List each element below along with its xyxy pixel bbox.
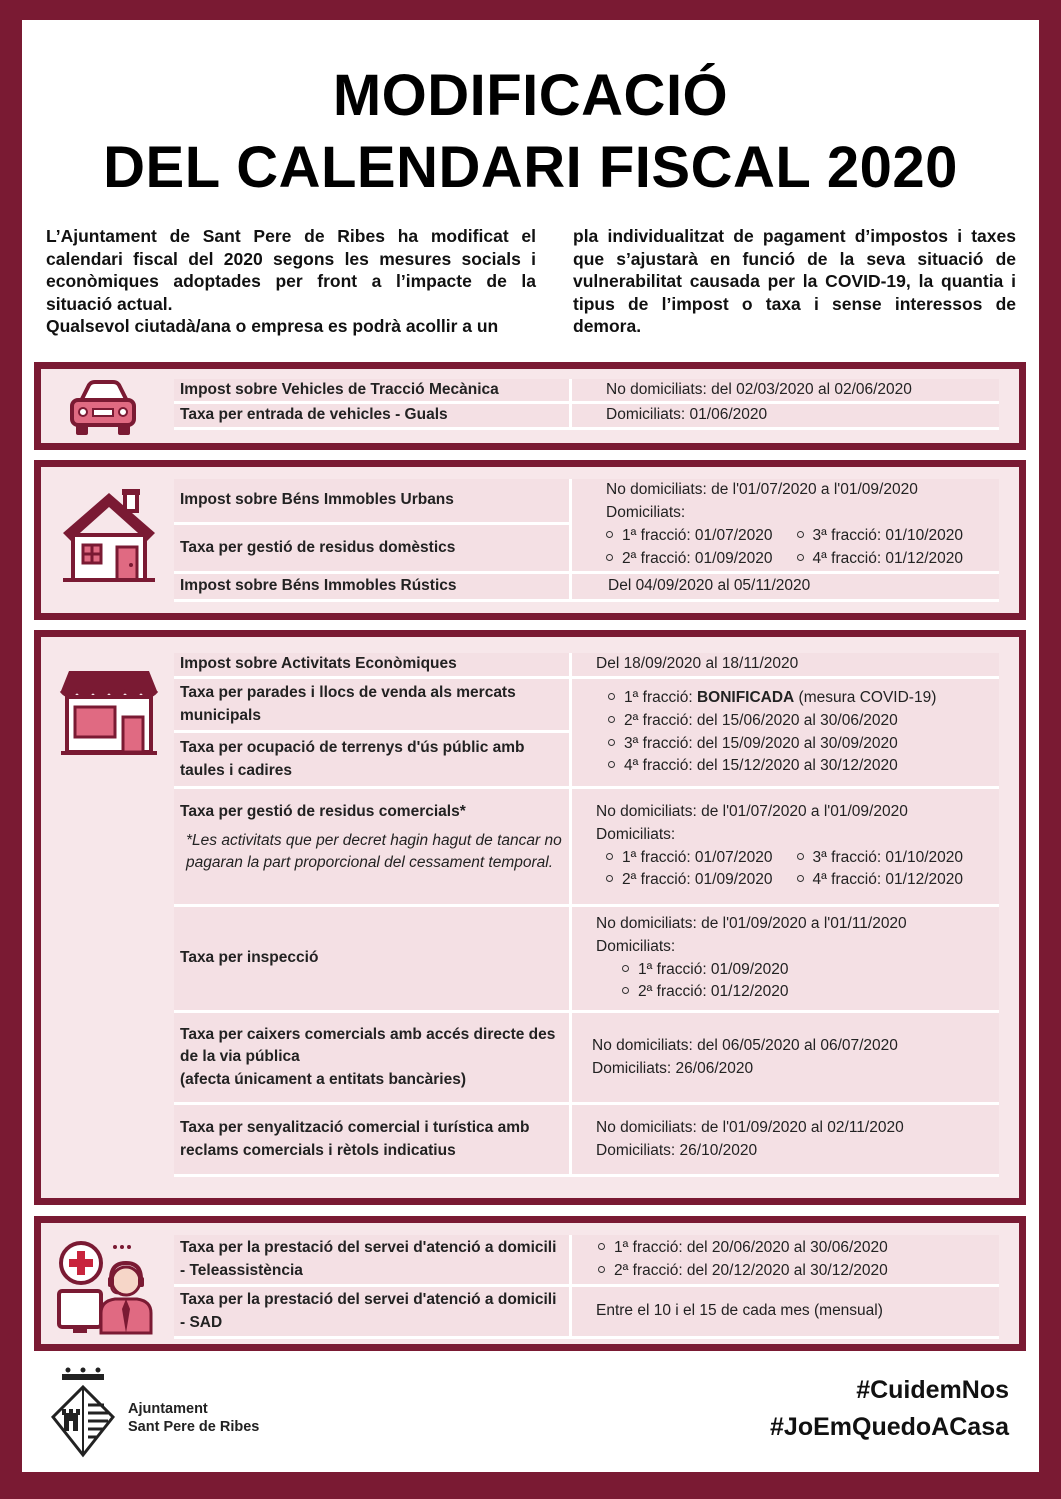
row-value: No domiciliats: del 02/03/2020 al 02/06/2020 (572, 379, 999, 404)
table-home-care (174, 1235, 999, 1341)
row-label: Taxa per senyalització comercial i turística amb reclams comercials i rètols indicatius (174, 1105, 572, 1177)
row-value: Entre el 10 i el 15 de cada mes (mensual) (572, 1287, 999, 1339)
value-line: No domiciliats: de l'01/09/2020 a l'01/11/2020 (596, 914, 907, 932)
row-label: Taxa per parades i llocs de venda als mercats municipals (174, 679, 572, 733)
row-label: Taxa per entrada de vehicles - Guals (174, 404, 572, 430)
hashtag: #CuidemNos (856, 1376, 1009, 1404)
table-activities (174, 653, 999, 1185)
poster (22, 20, 1039, 1472)
teleassistance-icon (55, 1239, 155, 1335)
section-home-care (34, 1216, 1026, 1351)
row-value (572, 479, 999, 574)
value-line: No domiciliats: de l'01/07/2020 a l'01/09/2020 (606, 481, 918, 499)
label-text: Taxa per gestió de residus comercials* (180, 803, 466, 820)
ajuntament-logo-icon (50, 1365, 116, 1459)
table-vehicles (174, 379, 999, 439)
intro-paragraph-1: L’Ajuntament de Sant Pere de Ribes ha modificat el calendari fiscal del 2020 segons les mesures socials i econòmiques adoptades per front a l’impacte de la situació actual. (46, 226, 536, 314)
page-title (22, 60, 1039, 204)
list-item: 2ª fracció: del 20/12/2020 al 30/12/2020 (598, 1260, 987, 1283)
section-activities (34, 630, 1026, 1205)
row-label: Taxa per la prestació del servei d'atenció a domicili - SAD (174, 1287, 572, 1339)
row-label: Taxa per gestió de residus domèstics (174, 525, 572, 574)
row-label: Impost sobre Béns Immobles Rústics (174, 574, 572, 602)
table-row (174, 1013, 999, 1105)
list-item: 2ª fracció: 01/12/2020 (596, 981, 987, 1004)
section-property (34, 460, 1026, 620)
row-value: Domiciliats: 01/06/2020 (572, 404, 999, 430)
fractions (596, 847, 987, 893)
table-merged-cell (174, 479, 999, 574)
table-row (174, 574, 999, 602)
row-label: Impost sobre Vehicles de Tracció Mecànica (174, 379, 572, 404)
list-item: 1ª fracció: BONIFICADA (mesura COVID-19) (598, 687, 987, 710)
table-merged-cell (174, 679, 999, 789)
row-label: Impost sobre Activitats Econòmiques (174, 653, 572, 679)
list-item: 2ª fracció: 01/09/2020 (606, 548, 797, 571)
footnote: *Les activitats que per decret hagin hagut de tancar no pagaran la part proporcional del cessament temporal. (186, 831, 562, 871)
shop-icon (59, 667, 159, 757)
value-line: Domiciliats: (596, 825, 676, 843)
row-value (572, 907, 999, 1013)
list-item: 1ª fracció: 01/07/2020 (606, 525, 797, 548)
car-icon (67, 379, 139, 439)
list-item: 1ª fracció: 01/07/2020 (606, 847, 797, 870)
hashtag: #JoEmQuedoACasa (770, 1413, 1009, 1441)
row-value (572, 1235, 999, 1287)
row-label: Impost sobre Béns Immobles Urbans (174, 479, 572, 525)
intro-paragraph-3: pla individualitzat de pagament d’impostos i taxes que s’ajustarà en funció de la seva situació de vulnerabilitat causada per la COVID-19, la quantia i tipus de l’impost o taxa i sense interessos de demora. (573, 226, 1016, 336)
row-value (572, 1105, 999, 1177)
list-item: 4ª fracció: 01/12/2020 (797, 548, 988, 571)
list-item: 2ª fracció: 01/09/2020 (606, 869, 797, 892)
list-item: 3ª fracció: 01/10/2020 (797, 525, 988, 548)
title-line-2: DEL CALENDARI FISCAL 2020 (103, 135, 958, 200)
value-line: No domiciliats: del 06/05/2020 al 06/07/2020 (592, 1036, 898, 1054)
list-item: 2ª fracció: del 15/06/2020 al 30/06/2020 (598, 710, 987, 733)
value-line: No domiciliats: de l'01/09/2020 al 02/11/2020 (596, 1118, 904, 1136)
list-item: 3ª fracció: 01/10/2020 (797, 847, 988, 870)
value-line: Domiciliats: (596, 937, 676, 955)
list-item: 1ª fracció: 01/09/2020 (596, 959, 987, 982)
value-line: No domiciliats: de l'01/07/2020 a l'01/09/2020 (596, 802, 908, 820)
row-value: Del 04/09/2020 al 05/11/2020 (572, 574, 999, 602)
list-item: 4ª fracció: 01/12/2020 (797, 869, 988, 892)
row-value (572, 679, 999, 789)
table-row (174, 1235, 999, 1287)
table-row (174, 907, 999, 1013)
value-line: Domiciliats: 26/10/2020 (596, 1141, 758, 1159)
title-line-1: MODIFICACIÓ (332, 63, 729, 128)
row-label (174, 789, 572, 907)
table-row (174, 1105, 999, 1177)
value-line: Domiciliats: (606, 504, 686, 522)
row-value: Del 18/09/2020 al 18/11/2020 (572, 653, 999, 679)
organization-name: Ajuntament Sant Pere de Ribes (128, 1401, 260, 1435)
list-item: 1ª fracció: del 20/06/2020 al 30/06/2020 (598, 1237, 987, 1260)
table-row (174, 789, 999, 907)
intro-right (573, 225, 1016, 338)
intro-left (46, 225, 536, 338)
table-property (174, 479, 999, 603)
label-text: Taxa per caixers comercials amb accés directe des de la via pública (180, 1025, 556, 1066)
list-item: 3ª fracció: del 15/09/2020 al 30/09/2020 (598, 733, 987, 756)
label-text: (afecta únicament a entitats bancàries) (180, 1070, 466, 1088)
hashtags (770, 1372, 1009, 1446)
table-row (174, 379, 999, 404)
intro-paragraph-2: Qualsevol ciutadà/ana o empresa es podrà acollir a un (46, 316, 499, 336)
section-vehicles (34, 362, 1026, 450)
value-line: Domiciliats: 26/06/2020 (592, 1059, 754, 1077)
row-label: Taxa per inspecció (174, 907, 572, 1013)
house-icon (59, 485, 159, 585)
table-row (174, 404, 999, 430)
fractions (606, 525, 987, 571)
row-value (572, 1013, 999, 1105)
list-item: 4ª fracció: del 15/12/2020 al 30/12/2020 (598, 755, 987, 778)
row-label (174, 1013, 572, 1105)
row-label: Taxa per la prestació del servei d'atenció a domicili - Teleassistència (174, 1235, 572, 1287)
row-label: Taxa per ocupació de terrenys d'ús públic amb taules i cadires (174, 733, 572, 789)
row-value (572, 789, 999, 907)
table-row (174, 653, 999, 679)
table-row (174, 1287, 999, 1339)
